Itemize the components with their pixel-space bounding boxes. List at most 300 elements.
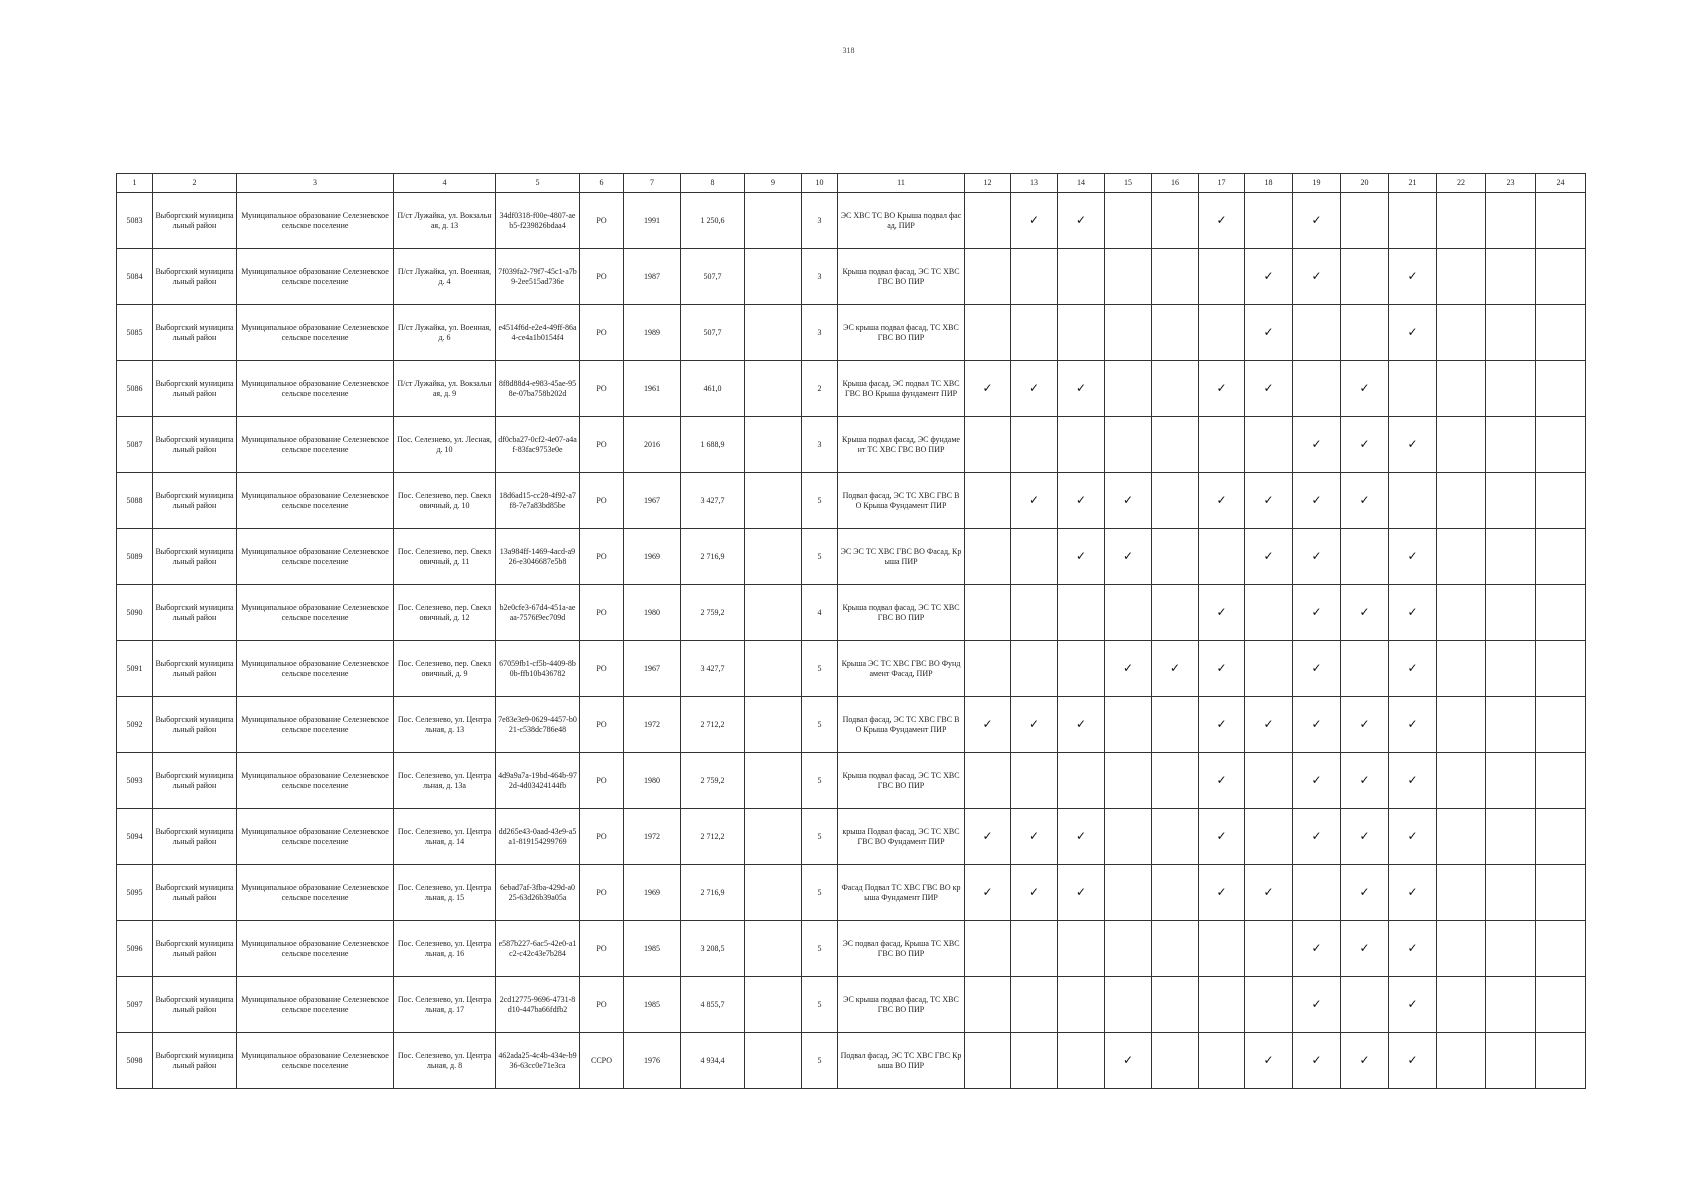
- area-cell-text: 2 716,9: [700, 551, 725, 561]
- area-cell-text: 4 934,4: [700, 1055, 725, 1065]
- guid-cell: [496, 753, 580, 809]
- mark-cell-14: [1058, 361, 1105, 417]
- mark-cell-21: [1389, 361, 1437, 417]
- municipality-cell: [237, 249, 394, 305]
- mark-cell-14: [1058, 193, 1105, 249]
- mark-cell-21: [1389, 921, 1437, 977]
- address-cell: [394, 809, 496, 865]
- check-mark-icon: ✓: [1263, 549, 1274, 563]
- check-mark-icon: ✓: [1263, 381, 1274, 395]
- column-header-3: 3: [237, 174, 394, 193]
- mark-cell-23: [1486, 193, 1536, 249]
- municipality-cell-text: Муниципальное образование Селезневское сельское поселение: [241, 434, 389, 454]
- column-header-5: 5: [496, 174, 580, 193]
- mark-cell-18: [1245, 753, 1293, 809]
- mark-cell-17: [1199, 641, 1245, 697]
- mark-cell-16: [1152, 585, 1199, 641]
- type-cell: [580, 641, 624, 697]
- check-mark-icon: ✓: [1075, 829, 1087, 843]
- mark-cell-15: [1105, 361, 1152, 417]
- municipality-cell-text: Муниципальное образование Селезневское сельское поселение: [241, 938, 389, 958]
- mark-cell-17: [1199, 585, 1245, 641]
- check-mark-icon: ✓: [1028, 717, 1040, 731]
- row-number: [117, 417, 153, 473]
- guid-cell: [496, 865, 580, 921]
- row-number: [117, 361, 153, 417]
- mark-cell-18: [1245, 865, 1293, 921]
- address-cell-text: Пос. Селезнево, пер. Свекловичный, д. 10: [397, 490, 492, 510]
- mark-cell-21: [1389, 1033, 1437, 1089]
- mark-cell-21: [1389, 753, 1437, 809]
- type-cell: [580, 417, 624, 473]
- mark-cell-19: [1293, 585, 1341, 641]
- municipality-cell: [237, 305, 394, 361]
- mark-cell-22: [1437, 529, 1486, 585]
- area-cell-text: 2 759,2: [700, 775, 725, 785]
- mark-cell-16: [1152, 977, 1199, 1033]
- row-number-text: 5095: [126, 887, 143, 897]
- mark-cell-12: [965, 361, 1011, 417]
- year-cell-text: 1961: [644, 383, 660, 393]
- mark-cell-19: [1293, 1033, 1341, 1089]
- mark-cell-18: [1245, 249, 1293, 305]
- mark-cell-18: [1245, 529, 1293, 585]
- mark-cell-18: [1245, 977, 1293, 1033]
- type-cell-text: РО: [596, 607, 607, 617]
- area-cell-text: 507,7: [703, 327, 722, 337]
- mark-cell-20: [1341, 529, 1389, 585]
- address-cell: [394, 473, 496, 529]
- guid-cell-text: 8f8d88d4-e983-45ae-958e-07ba758b202d: [498, 378, 577, 398]
- column-10-cell-text: 4: [817, 607, 822, 617]
- check-mark-icon: ✓: [1359, 493, 1370, 507]
- check-mark-icon: ✓: [982, 381, 993, 395]
- year-cell: [624, 193, 681, 249]
- municipality-cell: [237, 641, 394, 697]
- works-cell-text: Крыша подвал фасад, ЭС ТС ХВС ГВС ВО ПИР: [842, 602, 960, 622]
- mark-cell-21: [1389, 641, 1437, 697]
- mark-cell-23: [1486, 865, 1536, 921]
- mark-cell-23: [1486, 529, 1536, 585]
- mark-cell-21: [1389, 697, 1437, 753]
- table-row: [117, 305, 1586, 361]
- check-mark-icon: ✓: [1407, 773, 1418, 787]
- mark-cell-24: [1536, 697, 1586, 753]
- district-cell-text: Выборгский муниципальный район: [155, 882, 234, 902]
- column-header-24: 24: [1536, 174, 1586, 193]
- check-mark-icon: ✓: [1216, 213, 1227, 227]
- check-mark-icon: ✓: [1359, 605, 1370, 619]
- year-cell-text: 1976: [644, 1055, 660, 1065]
- table-row: [117, 193, 1586, 249]
- mark-cell-17: [1199, 473, 1245, 529]
- mark-cell-22: [1437, 1033, 1486, 1089]
- address-cell-text: Пос. Селезнево, ул. Лесная, д. 10: [397, 434, 492, 454]
- area-cell: [681, 473, 745, 529]
- works-cell-text: ЭС крыша подвал фасад, ТС ХВС ГВС ВО ПИР: [843, 322, 959, 342]
- works-cell: [838, 641, 965, 697]
- mark-cell-19: [1293, 641, 1341, 697]
- column-10-cell: [802, 865, 838, 921]
- mark-cell-14: [1058, 697, 1105, 753]
- column-header-4: 4: [394, 174, 496, 193]
- mark-cell-13: [1011, 585, 1058, 641]
- mark-cell-16: [1152, 865, 1199, 921]
- check-mark-icon: ✓: [1311, 549, 1322, 563]
- check-mark-icon: ✓: [1359, 773, 1370, 787]
- year-cell-text: 1969: [644, 887, 660, 897]
- row-number-text: 5087: [126, 439, 143, 449]
- guid-cell-text: 67059fb1-cf5b-4409-8b0b-ffb10b436782: [499, 658, 576, 678]
- guid-cell: [496, 361, 580, 417]
- mark-cell-24: [1536, 753, 1586, 809]
- area-cell: [681, 641, 745, 697]
- mark-cell-18: [1245, 473, 1293, 529]
- type-cell-text: РО: [596, 943, 607, 953]
- type-cell-text: РО: [596, 999, 607, 1009]
- type-cell-text: ССРО: [591, 1055, 612, 1065]
- type-cell-text: РО: [596, 439, 607, 449]
- guid-cell-text: dd265e43-0aad-43e9-a5a1-819154299769: [498, 826, 577, 846]
- year-cell-text: 1980: [644, 607, 660, 617]
- mark-cell-20: [1341, 417, 1389, 473]
- area-cell-text: 461,0: [703, 383, 722, 393]
- table-row: [117, 529, 1586, 585]
- address-cell: [394, 585, 496, 641]
- area-cell: [681, 417, 745, 473]
- area-cell: [681, 305, 745, 361]
- check-mark-icon: ✓: [1407, 325, 1418, 339]
- area-cell: [681, 865, 745, 921]
- mark-cell-24: [1536, 249, 1586, 305]
- guid-cell-text: 7f039fa2-79f7-45c1-a7b9-2ee515ad736e: [498, 266, 577, 286]
- check-mark-icon: ✓: [1075, 717, 1087, 731]
- district-cell-text: Выборгский муниципальный район: [155, 602, 234, 622]
- area-cell: [681, 753, 745, 809]
- type-cell-text: РО: [596, 887, 607, 897]
- column-10-cell-text: 3: [817, 271, 822, 281]
- mark-cell-24: [1536, 193, 1586, 249]
- mark-cell-12: [965, 865, 1011, 921]
- guid-cell-text: 18d6ad15-cc28-4f92-a7f8-7e7a83bd85be: [499, 490, 576, 510]
- column-9-cell: [745, 249, 802, 305]
- mark-cell-21: [1389, 193, 1437, 249]
- works-cell-text: Подвал фасад, ЭС ТС ХВС ГВС ВО Крыша Фундамент ПИР: [842, 714, 960, 734]
- district-cell: [153, 641, 237, 697]
- mark-cell-19: [1293, 753, 1341, 809]
- check-mark-icon: ✓: [982, 885, 993, 899]
- year-cell-text: 1991: [644, 215, 660, 225]
- district-cell: [153, 249, 237, 305]
- mark-cell-14: [1058, 1033, 1105, 1089]
- mark-cell-18: [1245, 361, 1293, 417]
- mark-cell-18: [1245, 417, 1293, 473]
- mark-cell-13: [1011, 641, 1058, 697]
- column-10-cell-text: 5: [817, 551, 822, 561]
- works-cell: [838, 697, 965, 753]
- column-10-cell: [802, 641, 838, 697]
- address-cell-text: П/ст Лужайка, ул. Вокзальная, д. 9: [397, 378, 492, 398]
- column-9-cell: [745, 753, 802, 809]
- mark-cell-19: [1293, 921, 1341, 977]
- table-row: [117, 753, 1586, 809]
- column-10-cell: [802, 473, 838, 529]
- district-cell-text: Выборгский муниципальный район: [155, 322, 234, 342]
- mark-cell-13: [1011, 809, 1058, 865]
- municipality-cell-text: Муниципальное образование Селезневское сельское поселение: [241, 602, 389, 622]
- type-cell-text: РО: [596, 383, 607, 393]
- works-cell-text: ЭС ЭС ТС ХВС ГВС ВО Фасад, Крыша ПИР: [840, 546, 962, 566]
- works-cell-text: ЭС ХВС ТС ВО Крыша подвал фасад, ПИР: [840, 210, 962, 230]
- type-cell: [580, 1033, 624, 1089]
- area-cell-text: 507,7: [703, 271, 722, 281]
- municipality-cell-text: Муниципальное образование Селезневское сельское поселение: [241, 770, 389, 790]
- check-mark-icon: ✓: [1122, 661, 1134, 675]
- mark-cell-17: [1199, 249, 1245, 305]
- mark-cell-20: [1341, 305, 1389, 361]
- works-cell-text: ЭС подвал фасад, Крыша ТС ХВС ГВС ВО ПИР: [842, 938, 960, 958]
- mark-cell-13: [1011, 753, 1058, 809]
- check-mark-icon: ✓: [1311, 213, 1322, 227]
- check-mark-icon: ✓: [1075, 885, 1087, 899]
- year-cell-text: 1969: [644, 551, 660, 561]
- check-mark-icon: ✓: [1311, 717, 1322, 731]
- address-cell: [394, 977, 496, 1033]
- mark-cell-17: [1199, 361, 1245, 417]
- mark-cell-23: [1486, 977, 1536, 1033]
- mark-cell-13: [1011, 529, 1058, 585]
- mark-cell-22: [1437, 473, 1486, 529]
- year-cell-text: 1967: [644, 663, 660, 673]
- works-cell: [838, 473, 965, 529]
- district-cell-text: Выборгский муниципальный район: [155, 546, 234, 566]
- type-cell-text: РО: [596, 551, 607, 561]
- works-cell-text: Крыша фасад, ЭС подвал ТС ХВС ГВС ВО Крыша фундамент ПИР: [842, 378, 960, 398]
- district-cell: [153, 921, 237, 977]
- mark-cell-22: [1437, 697, 1486, 753]
- district-cell-text: Выборгский муниципальный район: [155, 938, 234, 958]
- column-9-cell: [745, 305, 802, 361]
- row-number: [117, 473, 153, 529]
- type-cell: [580, 249, 624, 305]
- mark-cell-24: [1536, 809, 1586, 865]
- district-cell-text: Выборгский муниципальный район: [155, 490, 234, 510]
- address-cell: [394, 697, 496, 753]
- mark-cell-13: [1011, 305, 1058, 361]
- mark-cell-19: [1293, 417, 1341, 473]
- row-number-text: 5089: [126, 551, 143, 561]
- mark-cell-15: [1105, 529, 1152, 585]
- mark-cell-13: [1011, 921, 1058, 977]
- area-cell-text: 4 855,7: [700, 999, 725, 1009]
- mark-cell-19: [1293, 529, 1341, 585]
- row-number-text: 5098: [126, 1055, 143, 1065]
- address-cell: [394, 529, 496, 585]
- municipality-cell: [237, 361, 394, 417]
- check-mark-icon: ✓: [1263, 717, 1274, 731]
- check-mark-icon: ✓: [1311, 1053, 1322, 1067]
- mark-cell-22: [1437, 585, 1486, 641]
- address-cell: [394, 361, 496, 417]
- table-row: [117, 1033, 1586, 1089]
- check-mark-icon: ✓: [1122, 549, 1134, 563]
- column-9-cell: [745, 417, 802, 473]
- check-mark-icon: ✓: [1216, 493, 1227, 507]
- year-cell: [624, 753, 681, 809]
- mark-cell-12: [965, 977, 1011, 1033]
- table-row: [117, 641, 1586, 697]
- mark-cell-18: [1245, 921, 1293, 977]
- address-cell: [394, 193, 496, 249]
- mark-cell-20: [1341, 921, 1389, 977]
- mark-cell-17: [1199, 697, 1245, 753]
- works-cell: [838, 417, 965, 473]
- check-mark-icon: ✓: [1216, 885, 1227, 899]
- address-cell-text: Пос. Селезнево, пер. Свекловичный, д. 12: [397, 602, 492, 622]
- table-body: [117, 193, 1586, 1089]
- check-mark-icon: ✓: [982, 829, 993, 843]
- mark-cell-18: [1245, 305, 1293, 361]
- mark-cell-24: [1536, 921, 1586, 977]
- municipality-cell-text: Муниципальное образование Селезневское сельское поселение: [241, 490, 389, 510]
- column-9-cell: [745, 585, 802, 641]
- municipality-cell: [237, 1033, 394, 1089]
- check-mark-icon: ✓: [1407, 549, 1418, 563]
- guid-cell: [496, 585, 580, 641]
- works-cell: [838, 921, 965, 977]
- mark-cell-19: [1293, 865, 1341, 921]
- mark-cell-12: [965, 641, 1011, 697]
- mark-cell-24: [1536, 417, 1586, 473]
- address-cell: [394, 1033, 496, 1089]
- mark-cell-15: [1105, 865, 1152, 921]
- mark-cell-12: [965, 193, 1011, 249]
- column-10-cell: [802, 921, 838, 977]
- mark-cell-20: [1341, 585, 1389, 641]
- district-cell-text: Выборгский муниципальный район: [155, 378, 234, 398]
- table-row: [117, 249, 1586, 305]
- year-cell: [624, 697, 681, 753]
- district-cell-text: Выборгский муниципальный район: [155, 210, 234, 230]
- row-number: [117, 529, 153, 585]
- type-cell: [580, 529, 624, 585]
- row-number-text: 5096: [126, 943, 143, 953]
- check-mark-icon: ✓: [1407, 885, 1418, 899]
- guid-cell-text: 7e83e3e9-0629-4457-b021-c538dc786e48: [498, 714, 577, 734]
- type-cell: [580, 361, 624, 417]
- municipality-cell-text: Муниципальное образование Селезневское сельское поселение: [241, 210, 389, 230]
- mark-cell-14: [1058, 305, 1105, 361]
- row-number: [117, 753, 153, 809]
- column-10-cell-text: 5: [817, 943, 822, 953]
- area-cell: [681, 249, 745, 305]
- check-mark-icon: ✓: [1407, 829, 1418, 843]
- municipality-cell: [237, 809, 394, 865]
- mark-cell-20: [1341, 865, 1389, 921]
- works-cell: [838, 361, 965, 417]
- mark-cell-19: [1293, 193, 1341, 249]
- type-cell: [580, 585, 624, 641]
- type-cell-text: РО: [596, 215, 607, 225]
- mark-cell-15: [1105, 305, 1152, 361]
- table-row: [117, 809, 1586, 865]
- check-mark-icon: ✓: [1263, 1053, 1274, 1067]
- check-mark-icon: ✓: [1216, 773, 1227, 787]
- check-mark-icon: ✓: [1359, 1053, 1370, 1067]
- mark-cell-23: [1486, 305, 1536, 361]
- check-mark-icon: ✓: [1075, 381, 1087, 395]
- mark-cell-20: [1341, 193, 1389, 249]
- check-mark-icon: ✓: [1407, 941, 1418, 955]
- column-9-cell: [745, 473, 802, 529]
- guid-cell-text: 6ebad7af-3fba-429d-a025-63d26b39a05a: [499, 882, 576, 902]
- guid-cell: [496, 529, 580, 585]
- mark-cell-18: [1245, 641, 1293, 697]
- area-cell: [681, 1033, 745, 1089]
- address-cell-text: П/ст Лужайка, ул. Вокзальная, д. 13: [397, 210, 492, 230]
- check-mark-icon: ✓: [1216, 717, 1227, 731]
- works-cell: [838, 865, 965, 921]
- column-header-11: 11: [838, 174, 965, 193]
- mark-cell-12: [965, 753, 1011, 809]
- guid-cell-text: df0cba27-0cf2-4e07-a4af-83fac9753e0e: [498, 434, 577, 454]
- guid-cell-text: 462ada25-4c4b-434e-b936-63cc0e71e3ca: [498, 1050, 577, 1070]
- type-cell: [580, 809, 624, 865]
- mark-cell-18: [1245, 1033, 1293, 1089]
- municipality-cell-text: Муниципальное образование Селезневское сельское поселение: [241, 658, 389, 678]
- mark-cell-19: [1293, 697, 1341, 753]
- column-10-cell-text: 5: [817, 999, 822, 1009]
- column-header-18: 18: [1245, 174, 1293, 193]
- row-number-text: 5097: [126, 999, 143, 1009]
- mark-cell-18: [1245, 193, 1293, 249]
- address-cell-text: Пос. Селезнево, пер. Свекловичный, д. 11: [397, 546, 492, 566]
- column-10-cell: [802, 361, 838, 417]
- check-mark-icon: ✓: [1407, 717, 1418, 731]
- check-mark-icon: ✓: [1311, 997, 1322, 1011]
- mark-cell-16: [1152, 249, 1199, 305]
- column-10-cell: [802, 585, 838, 641]
- register-table: [116, 173, 1586, 1089]
- column-header-14: 14: [1058, 174, 1105, 193]
- row-number: [117, 193, 153, 249]
- district-cell: [153, 529, 237, 585]
- address-cell-text: Пос. Селезнево, ул. Центральная, д. 8: [397, 1050, 492, 1070]
- mark-cell-12: [965, 529, 1011, 585]
- mark-cell-15: [1105, 473, 1152, 529]
- check-mark-icon: ✓: [1407, 1053, 1418, 1067]
- check-mark-icon: ✓: [1075, 213, 1087, 227]
- check-mark-icon: ✓: [1263, 885, 1274, 899]
- check-mark-icon: ✓: [1216, 381, 1227, 395]
- column-10-cell: [802, 305, 838, 361]
- mark-cell-17: [1199, 529, 1245, 585]
- district-cell: [153, 417, 237, 473]
- check-mark-icon: ✓: [1122, 493, 1134, 507]
- check-mark-icon: ✓: [1311, 829, 1322, 843]
- mark-cell-16: [1152, 641, 1199, 697]
- works-cell-text: Крыша ЭС ТС ХВС ГВС ВО Фундамент Фасад, ПИР: [841, 658, 961, 678]
- municipality-cell: [237, 753, 394, 809]
- check-mark-icon: ✓: [1407, 437, 1418, 451]
- mark-cell-14: [1058, 977, 1105, 1033]
- guid-cell: [496, 697, 580, 753]
- check-mark-icon: ✓: [1216, 661, 1227, 675]
- municipality-cell-text: Муниципальное образование Селезневское сельское поселение: [241, 826, 389, 846]
- mark-cell-20: [1341, 473, 1389, 529]
- district-cell: [153, 809, 237, 865]
- type-cell: [580, 865, 624, 921]
